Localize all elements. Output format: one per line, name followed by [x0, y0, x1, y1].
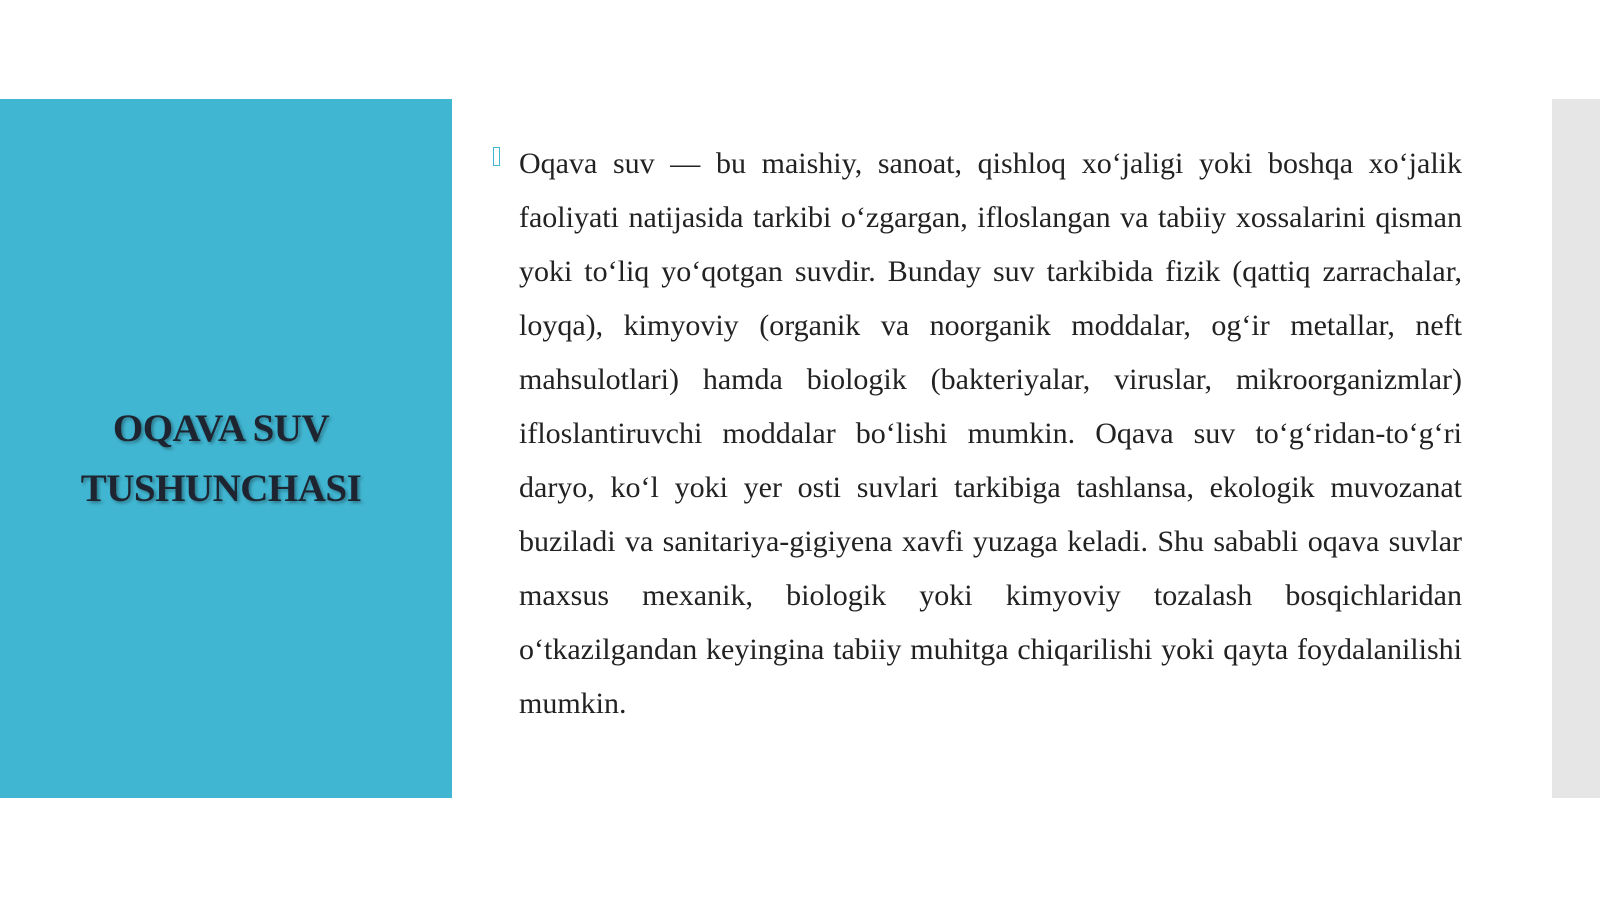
slide-title — [30, 399, 412, 519]
content-area — [490, 137, 1462, 731]
title-line-2: TUSHUNCHASI — [80, 467, 362, 510]
side-strip — [1552, 99, 1600, 798]
title-panel — [0, 99, 452, 798]
title-line-1: OQAVA SUV — [112, 407, 330, 450]
body-paragraph: Oqava suv — bu maishiy, sanoat, qishloq xo‘jaligi yoki boshqa xo‘jalik faoliyati natijasida tarkibi o‘zgargan, ifloslangan va tabiiy xossalarini qisman yoki to‘liq yo‘qotgan suvdir. Bunday suv tarkibida fizik (qattiq zarrachalar, loyqa), kimyoviy (organik va noorganik moddalar, og‘ir metallar, neft mahsulotlari) hamda biologik (bakteriyalar, viruslar, mikroorganizmlar) ifloslantiruvchi moddalar bo‘lishi mumkin. Oqava suv to‘g‘ridan-to‘g‘ri daryo, ko‘l yoki yer osti suvlari tarkibiga tashlansa, ekologik muvozanat buziladi va sanitariya-gigiyena xavfi yuzaga keladi. Shu sababli oqava suvlar maxsus mexanik, biologik yoki kimyoviy tozalash bosqichlaridan o‘tkazilgandan keyingina tabiiy muhitga chiqarilishi yoki qayta foydalanilishi mumkin. — [519, 147, 1462, 720]
square-bullet-icon — [493, 147, 500, 166]
